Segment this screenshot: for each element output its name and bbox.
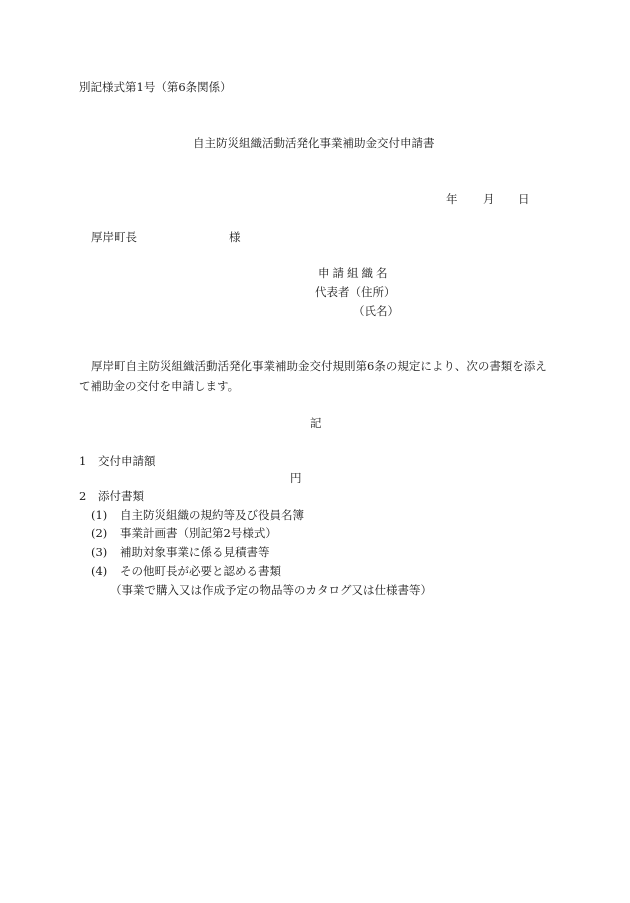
list-item-number: (2)	[91, 526, 108, 540]
item-1-unit: 円	[290, 471, 302, 485]
addressee-honorific: 様	[229, 230, 241, 244]
item-2-label: 添付書類	[98, 489, 144, 503]
item-1-number: 1	[79, 454, 87, 468]
body-line-1: 厚岸町自主防災組織活動活発化事業補助金交付規則第6条の規定により、次の書類を添え	[91, 359, 547, 373]
date-day-label: 日	[518, 192, 530, 206]
list-item-label: 事業計画書（別記第2号様式）	[120, 526, 277, 540]
list-item-label: 自主防災組織の規約等及び役員名簿	[120, 508, 304, 522]
applicant-rep-label: 代表者（住所）	[315, 285, 396, 299]
list-item-number: (4)	[91, 564, 108, 578]
item-1-label: 交付申請額	[98, 454, 156, 468]
applicant-name-label: （氏名）	[353, 304, 399, 318]
date-year-label: 年	[446, 192, 458, 206]
date-month-label: 月	[483, 192, 495, 206]
item-2-number: 2	[79, 489, 87, 503]
ki-marker: 記	[310, 416, 322, 430]
addressee-name: 厚岸町長	[91, 230, 137, 244]
applicant-org-label: 申請組織名	[318, 266, 391, 280]
form-header-label: 別記様式第1号（第6条関係）	[79, 80, 232, 94]
list-item-label: 補助対象事業に係る見積書等	[120, 545, 270, 559]
form-title: 自主防災組織活動活発化事業補助金交付申請書	[193, 136, 435, 150]
list-item-number: (1)	[91, 508, 108, 522]
attachment-note: （事業で購入又は作成予定の物品等のカタログ又は仕様書等）	[110, 583, 432, 597]
list-item-label: その他町長が必要と認める書類	[120, 564, 281, 578]
body-line-2: て補助金の交付を申請します。	[79, 379, 240, 393]
list-item-number: (3)	[91, 545, 108, 559]
